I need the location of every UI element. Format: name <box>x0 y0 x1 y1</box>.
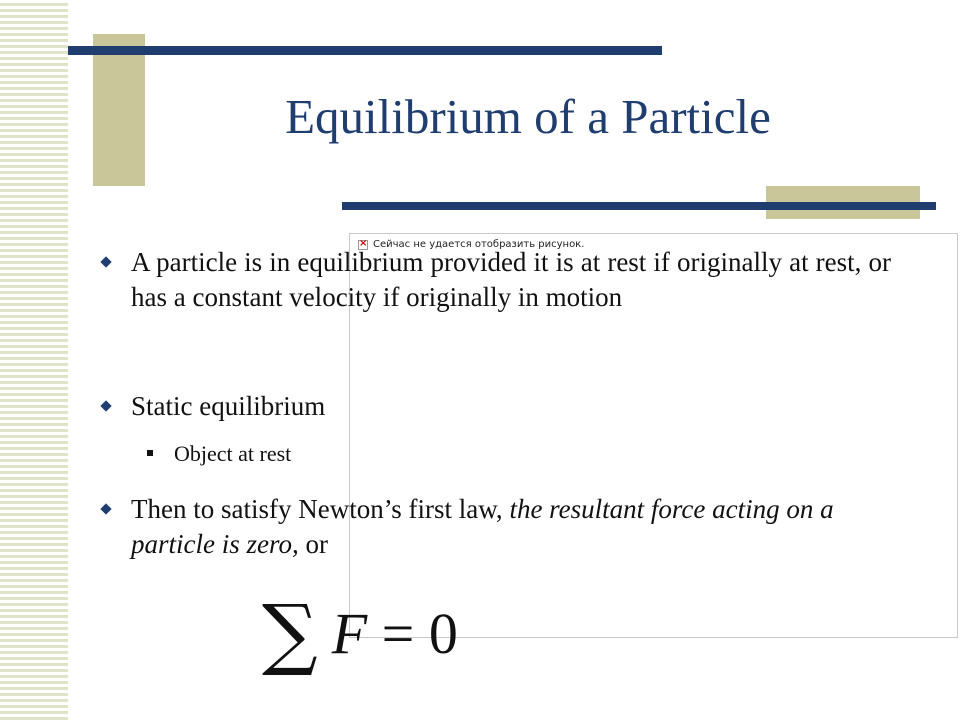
navy-rule-middle <box>342 202 936 210</box>
navy-rule-top <box>68 46 662 55</box>
olive-block-top-left <box>93 34 145 186</box>
diamond-bullet-icon <box>100 256 112 268</box>
equilibrium-formula <box>262 588 458 679</box>
bullet-text-part1: Then to satisfy Newton’s first law, <box>131 494 510 524</box>
sub-bullet-item <box>174 441 291 467</box>
sub-bullet-text: Object at rest <box>174 441 292 466</box>
square-bullet-icon <box>147 450 153 456</box>
bullet-item-definition <box>131 245 891 315</box>
formula-rhs: = 0 <box>367 600 458 666</box>
bullet-text-italic: the resultant force acting on a particle is zero, <box>131 494 834 560</box>
slide-title: Equilibrium of a Particle <box>285 89 771 144</box>
diamond-bullet-icon <box>100 503 112 515</box>
bullet-text: Static equilibrium <box>131 391 326 421</box>
bullet-item-static <box>131 389 325 424</box>
diamond-bullet-icon <box>100 400 112 412</box>
bullet-text: A particle is in equilibrium provided it is at rest if originally at rest, or has a constant velocity if originally in motion <box>131 247 891 313</box>
force-variable: F <box>331 600 368 666</box>
broken-image-text: Сейчас не удается отобразить рисунок. <box>373 239 585 250</box>
bullet-text-part2: or <box>298 529 328 560</box>
bullet-item-newton <box>131 492 891 562</box>
summation-symbol: ∑ <box>262 588 318 679</box>
left-stripe-decoration <box>0 0 68 720</box>
formula-expression <box>331 600 458 666</box>
